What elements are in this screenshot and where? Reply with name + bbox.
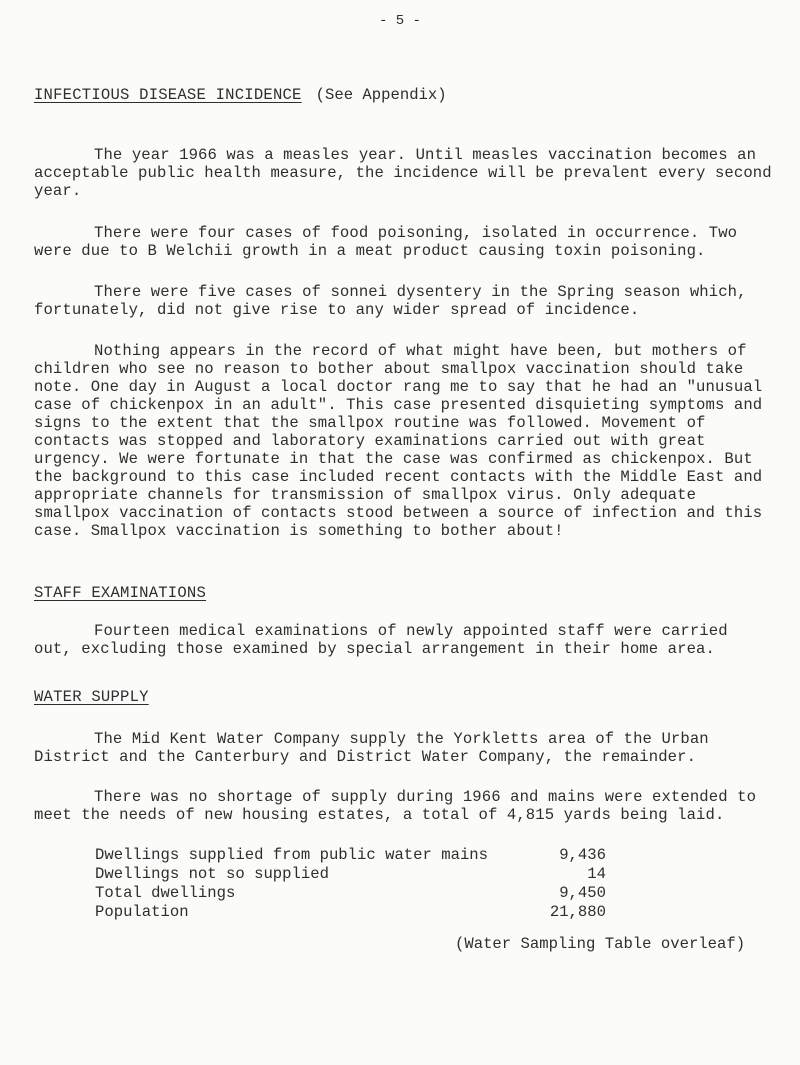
table-row: Dwellings supplied from public water mains 9,436 [95,846,606,864]
table-row: Population 21,880 [95,903,606,921]
page-number: - 5 - [378,13,421,29]
staff-heading: STAFF EXAMINATIONS [34,584,207,602]
food-poisoning-paragraph: There were four cases of food poisoning, isolated in occurrence. Two were due to B Welchii growth in a meat product causing toxin poisoning. [34,224,738,260]
appendix-note: (See Appendix) [315,86,447,104]
water-heading-row [34,688,774,706]
infectious-heading: INFECTIOUS DISEASE INCIDENCE [34,86,302,104]
water-company-paragraph: The Mid Kent Water Company supply the Yorkletts area of the Urban District and the Canterbury and District Water Company, the remainder. [34,730,709,766]
staff-heading-row [34,584,774,602]
water-sampling-note: (Water Sampling Table overleaf) [455,935,746,953]
dwellings-table [95,846,606,922]
water-mains-paragraph: There was no shortage of supply during 1966 and mains were extended to meet the needs of new housing estates, a total of 4,815 yards being laid. [34,788,757,824]
smallpox-paragraph: Nothing appears in the record of what might have been, but mothers of children who see no reason to bother about smallpox vaccination should take note. One day in August a local doctor rang me to say that he had an "unusual case of chickenpox in an adult". This case presented disquieting symptoms and signs to the extent that the smallpox routine was followed. Movement of contacts was stopped and laboratory examinations carried out with great urgency. We were fortunate in that the case was confirmed as chickenpox. But the background to this case included recent contacts with the Middle East and appropriate channels for transmission of smallpox virus. Only adequate smallpox vaccination of contacts stood between a source of infection and this case. Smallpox vaccination is something to bother about! [34,342,763,540]
table-row: Dwellings not so supplied 14 [95,865,606,883]
infectious-heading-row [34,86,774,104]
measles-paragraph: The year 1966 was a measles year. Until measles vaccination becomes an acceptable public health measure, the incidence will be prevalent every second year. [34,146,772,200]
staff-paragraph: Fourteen medical examinations of newly appointed staff were carried out, excluding those examined by special arrangement in their home area. [34,622,728,658]
table-row: Total dwellings 9,450 [95,884,606,902]
water-heading: WATER SUPPLY [34,688,149,706]
dysentery-paragraph: There were five cases of sonnei dysentery in the Spring season which, fortunately, did not give rise to any wider spread of incidence. [34,283,747,319]
